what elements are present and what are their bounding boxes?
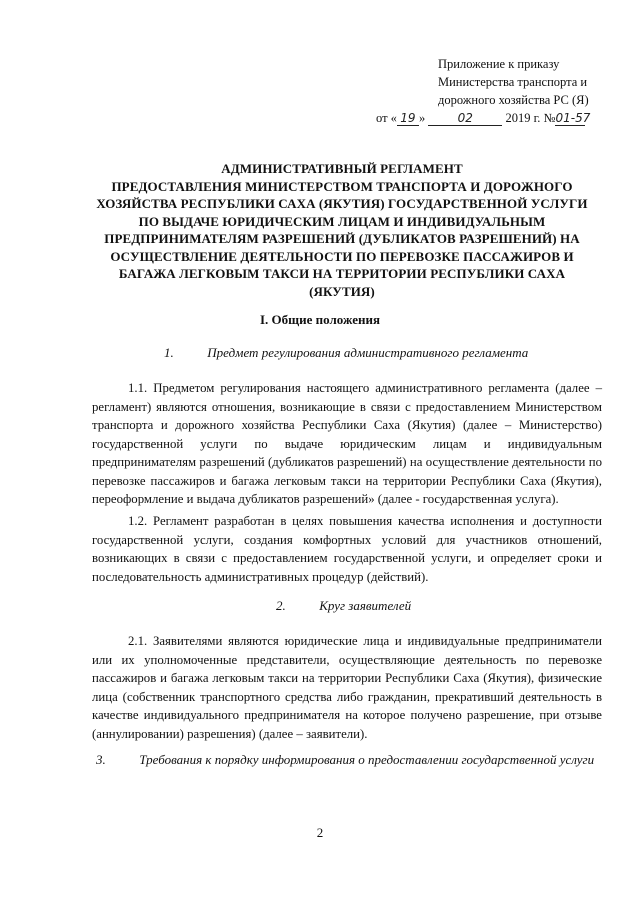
title-line: БАГАЖА ЛЕГКОВЫМ ТАКСИ НА ТЕРРИТОРИИ РЕСПУБЛИКИ САХА xyxy=(118,266,566,281)
date-mid: » xyxy=(418,111,426,125)
order-number: 01-57 xyxy=(555,111,591,125)
title-line: ОСУЩЕСТВЛЕНИЕ ДЕЯТЕЛЬНОСТИ ПО ПЕРЕВОЗКЕ ПАССАЖИРОВ И xyxy=(110,248,574,264)
title-line: ПО ВЫДАЧЕ ЮРИДИЧЕСКИМ ЛИЦАМ И ИНДИВИДУАЛЬНЫМ xyxy=(138,213,546,229)
title-line: ПРЕДПРИНИМАТЕЛЯМ РАЗРЕШЕНИЙ (ДУБЛИКАТОВ РАЗРЕШЕНИЙ) НА xyxy=(104,231,580,246)
section-heading-1: I. Общие положения xyxy=(260,312,380,327)
appendix-line-1: Приложение к приказу xyxy=(438,57,560,71)
date-prefix: от « xyxy=(376,111,397,125)
page-number: 2 xyxy=(316,825,324,840)
date-month: 02 xyxy=(428,111,502,126)
paragraph-1-2: 1.2. Регламент разработан в целях повышения качества исполнения и доступности государственной услуги, создания комфортных условий для участников отношений, возникающих в связи с предоставлением государственной услуги, и определяет сроки и последовательность административных процедур (действий). xyxy=(92,514,602,584)
subsection-number: 2. xyxy=(276,598,286,613)
paragraph-2-1: 2.1. Заявителями являются юридические лица и индивидуальные предприниматели или их уполномоченные представители, осуществляющие деятельность по перевозке пассажиров и багажа легковым такси на территории Республики Саха (Якутия), физические лица (собственник транспортного средства либо гражданин, прекративший деятельность в качестве индивидуального предпринимателя на которое получено разрешение, при отзыве (аннулировании) разрешения) (далее – заявители). xyxy=(92,634,602,741)
date-year: 2019 г. № xyxy=(505,111,556,125)
title-line: АДМИНИСТРАТИВНЫЙ РЕГЛАМЕНТ xyxy=(221,161,463,176)
subsection-heading-1 xyxy=(164,345,528,361)
subsection-title: Предмет регулирования административного регламента xyxy=(207,345,529,360)
appendix-date-line xyxy=(376,109,606,127)
appendix-line-3: дорожного хозяйства РС (Я) xyxy=(438,93,589,107)
subsection-heading-2 xyxy=(276,598,411,614)
document-title xyxy=(82,160,602,300)
subsection-title: Требования к порядку информирования о предоставлении государственной услуги xyxy=(139,752,595,767)
title-line: ХОЗЯЙСТВА РЕСПУБЛИКИ САХА (ЯКУТИЯ) ГОСУДАРСТВЕННОЙ УСЛУГИ xyxy=(96,196,588,211)
appendix-header xyxy=(376,55,606,127)
subsection-number: 3. xyxy=(96,752,106,767)
paragraph-1-1: 1.1. Предметом регулирования настоящего административного регламента (далее – регламент) являются отношения, возникающие в связи с предоставлением Министерством транспорта и дорожного хозяйства Республики Саха (Якутия) (далее – Министерство) государственной услуги по выдаче юридическим лицам и индивидуальным предпринимателям разрешений (дубликатов разрешений) на осуществление деятельности по перевозке пассажиров и багажа легковым такси на территории Республики Саха (Якутия), переоформление и выдача дубликатов разрешений» (далее - государственная услуга). xyxy=(92,381,602,506)
title-line: (ЯКУТИЯ) xyxy=(309,283,375,299)
subsection-heading-3 xyxy=(96,752,594,768)
date-day: 19 xyxy=(397,111,419,126)
subsection-number: 1. xyxy=(164,345,174,360)
subsection-title: Круг заявителей xyxy=(319,598,412,613)
appendix-line-2: Министерства транспорта и xyxy=(438,75,588,89)
title-line: ПРЕДОСТАВЛЕНИЯ МИНИСТЕРСТВОМ ТРАНСПОРТА И ДОРОЖНОГО xyxy=(111,178,573,194)
